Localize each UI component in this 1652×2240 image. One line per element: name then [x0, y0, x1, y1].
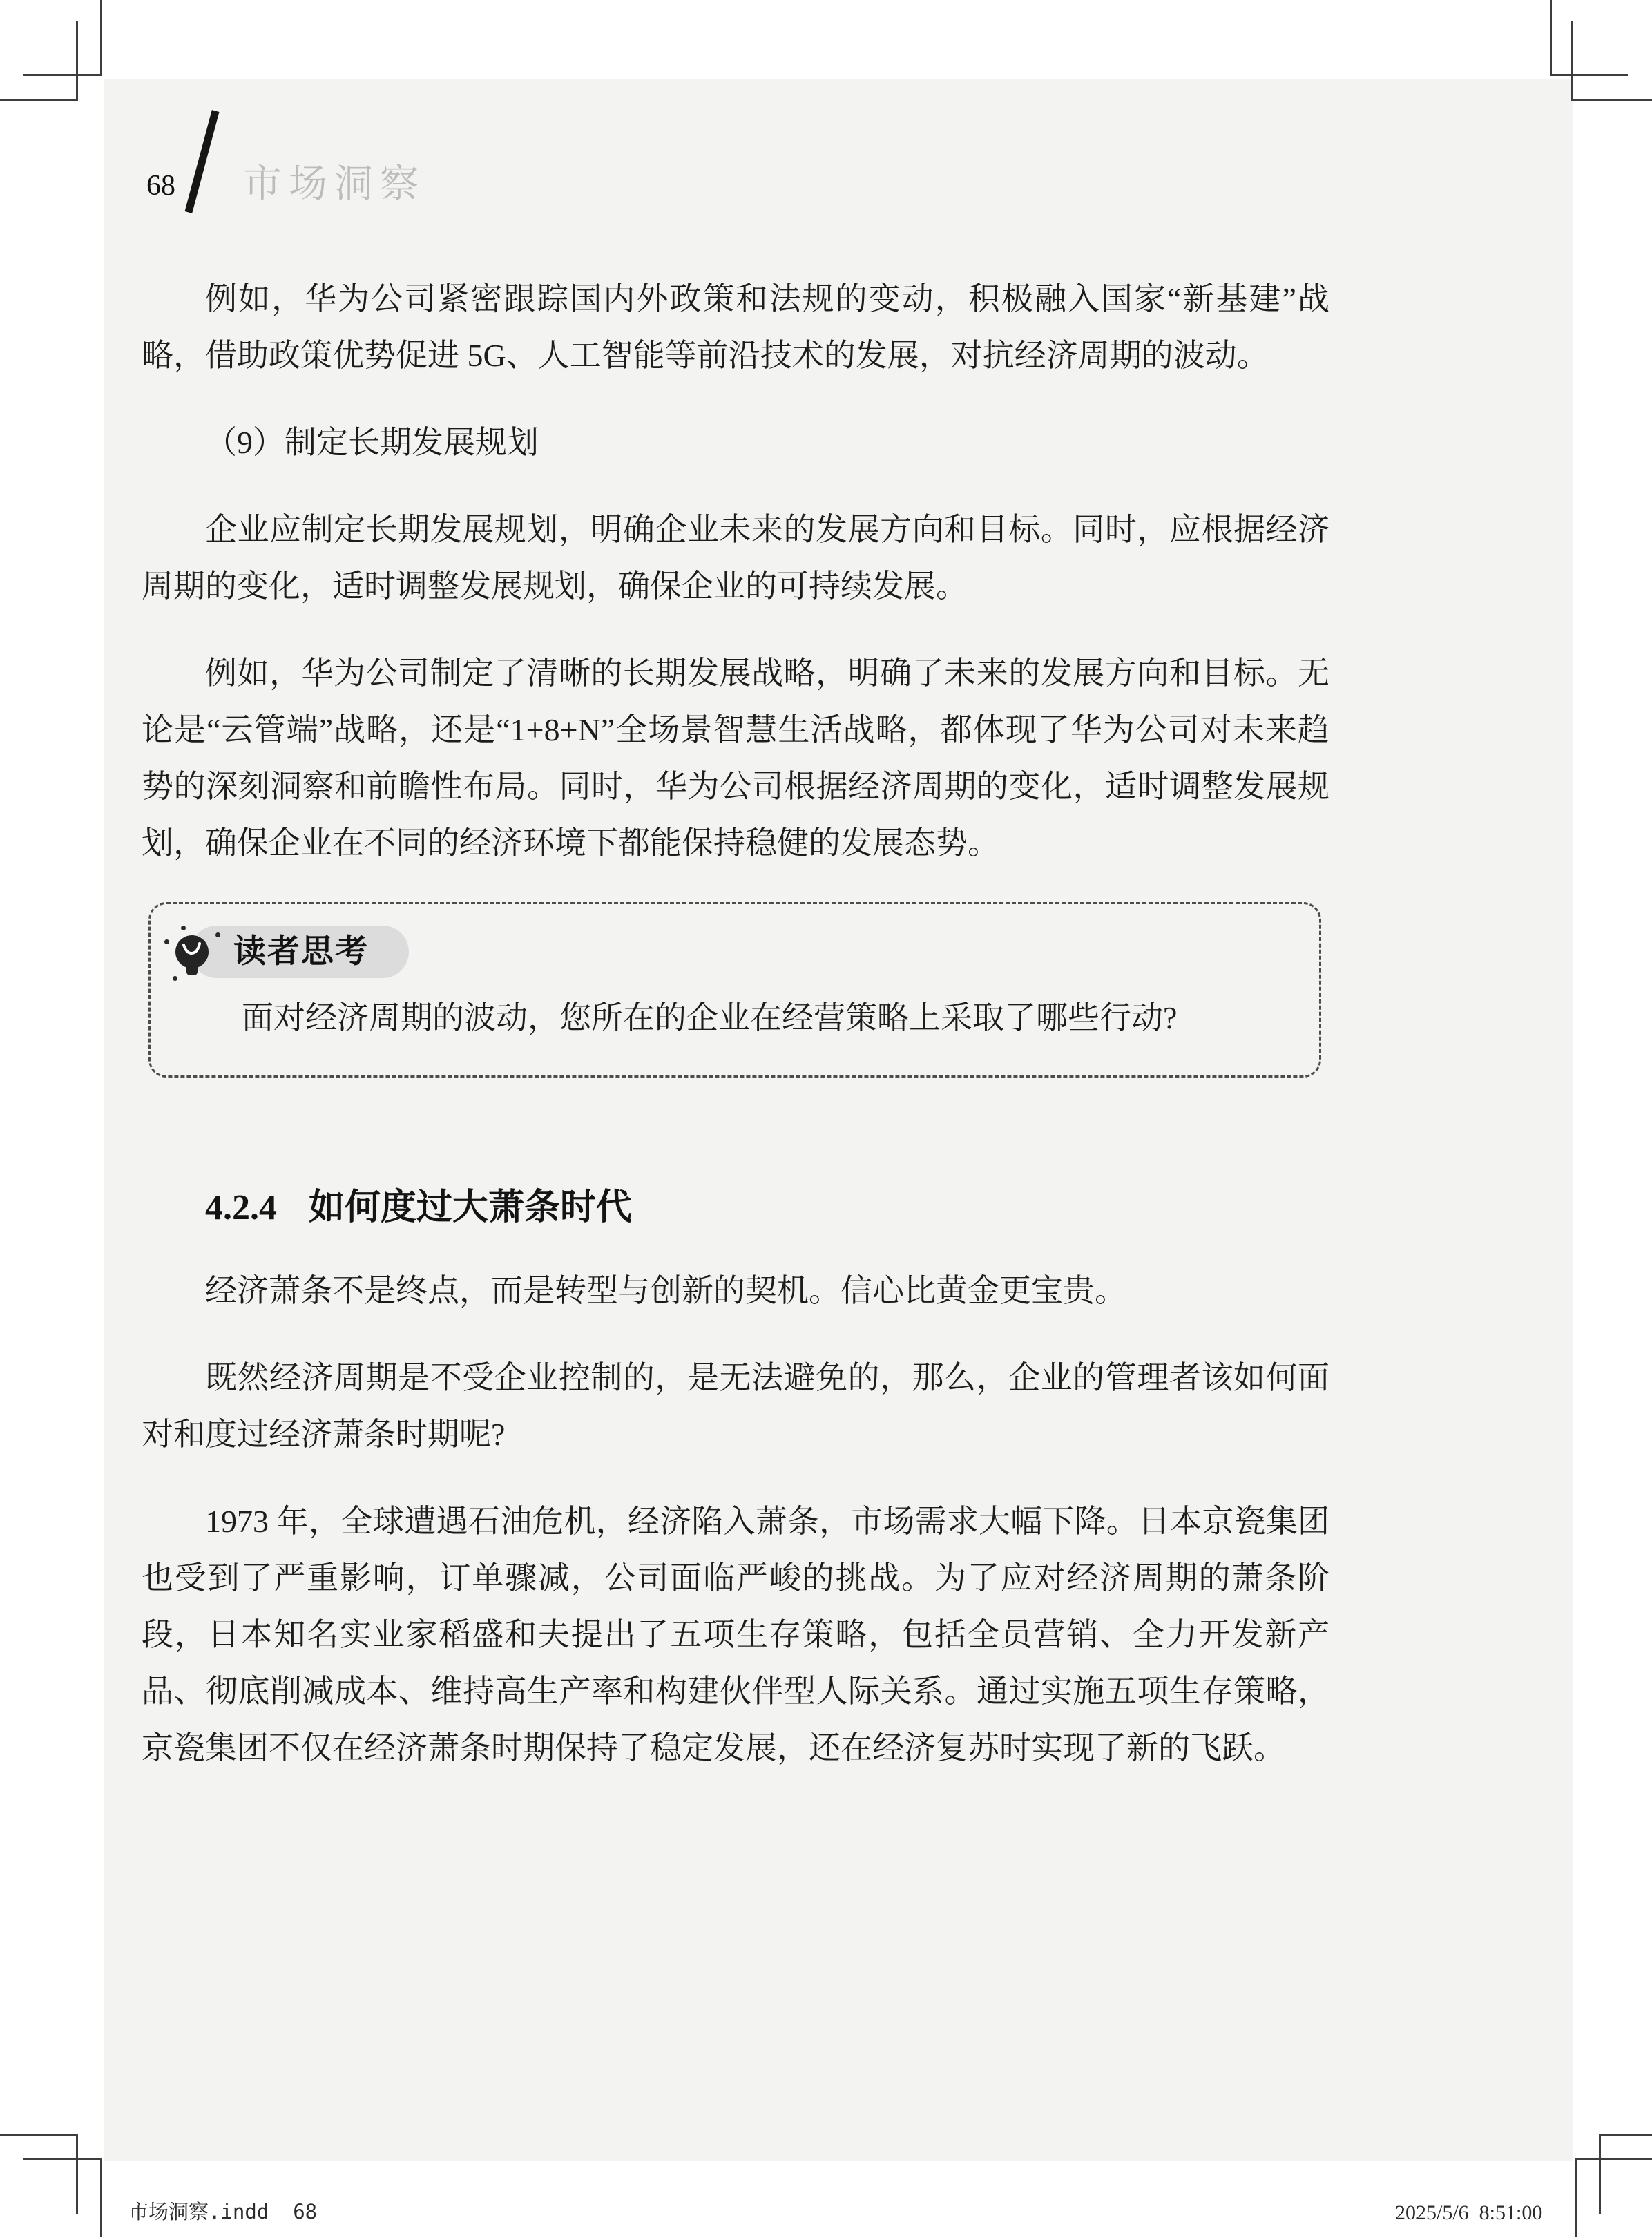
sparkle-dot: [181, 926, 186, 930]
crop-mark: [0, 99, 78, 101]
paragraph-kyocera-1973: 1973 年，全球遭遇石油危机，经济陷入萧条，市场需求大幅下降。日本京瓷集团也受到了严重影响，订单骤减，公司面临严峻的挑战。为了应对经济周期的萧条阶段，日本知名实业家稻盛和夫提出了五项生存策略，包括全员营销、全力开发新产品、彻底削减成本、维持高生产率和构建伙伴型人际关系。通过实施五项生存策略，京瓷集团不仅在经济萧条时期保持了稳定发展，还在经济复苏时实现了新的飞跃。: [142, 1504, 1329, 1765]
crop-mark: [100, 0, 102, 76]
section-title: 如何度过大萧条时代: [309, 1188, 633, 1227]
crop-mark: [100, 2158, 102, 2237]
callout-question: 面对经济周期的波动，您所在的企业在经营策略上采取了哪些行动?: [242, 1000, 1178, 1035]
section-heading: [205, 1187, 1329, 1229]
paragraph-item-9-title: （9）制定长期发展规划: [205, 425, 539, 460]
page-number: 68: [146, 170, 175, 202]
crop-mark: [1550, 74, 1628, 76]
paragraph-cycle-question: 既然经济周期是不受企业控制的，是无法避免的，那么，企业的管理者该如何面对和度过经济萧条时期呢?: [142, 1360, 1329, 1452]
lightbulb-filament: [181, 942, 203, 960]
running-title: 市场洞察: [243, 162, 425, 205]
crop-mark: [0, 2134, 78, 2136]
crop-mark: [76, 21, 78, 101]
paragraph-depression-quote: 经济萧条不是终点，而是转型与创新的契机。信心比黄金更宝贵。: [205, 1273, 1126, 1308]
footer-filename: 市场洞察.indd 68: [128, 2200, 318, 2223]
callout-title: 读者思考: [233, 932, 369, 969]
callout-label-row: [175, 925, 1291, 979]
paragraph-huawei-policy: 例如，华为公司紧密跟踪国内外政策和法规的变动，积极融入国家“新基建”战略，借助政策优势促进 5G、人工智能等前沿技术的发展，对抗经济周期的波动。: [142, 281, 1329, 373]
reader-thinking-callout: [148, 902, 1321, 1078]
lightbulb-icon: [175, 935, 209, 968]
crop-mark: [23, 74, 102, 76]
crop-mark: [1575, 2158, 1652, 2160]
sparkle-dot: [215, 932, 220, 937]
callout-title-pill: [191, 926, 409, 978]
sparkle-dot: [173, 976, 177, 981]
sparkle-dot: [164, 939, 169, 944]
paragraph-long-term-plan: 企业应制定长期发展规划，明确企业未来的发展方向和目标。同时，应根据经济周期的变化，适时调整发展规划，确保企业的可持续发展。: [142, 512, 1329, 604]
crop-mark: [1599, 2134, 1652, 2136]
crop-mark: [1571, 21, 1573, 101]
crop-mark: [76, 2134, 78, 2214]
lightbulb-stem: [186, 967, 198, 975]
crop-mark: [1599, 2134, 1601, 2214]
crop-mark: [1550, 0, 1552, 76]
paragraph-huawei-strategy: 例如，华为公司制定了清晰的长期发展战略，明确了未来的发展方向和目标。无论是“云管端”战略，还是“1+8+N”全场景智慧生活战略，都体现了华为公司对未来趋势的深刻洞察和前瞻性布局。同时，华为公司根据经济周期的变化，适时调整发展规划，确保企业在不同的经济环境下都能保持稳健的发展态势。: [142, 655, 1329, 861]
section-number: 4.2.4: [205, 1188, 277, 1227]
crop-mark: [23, 2158, 102, 2160]
crop-mark: [1571, 99, 1652, 101]
text-column: [142, 271, 1329, 1807]
footer-timestamp: 2025/5/6 8:51:00: [1395, 2201, 1543, 2224]
crop-mark: [1575, 2158, 1577, 2237]
